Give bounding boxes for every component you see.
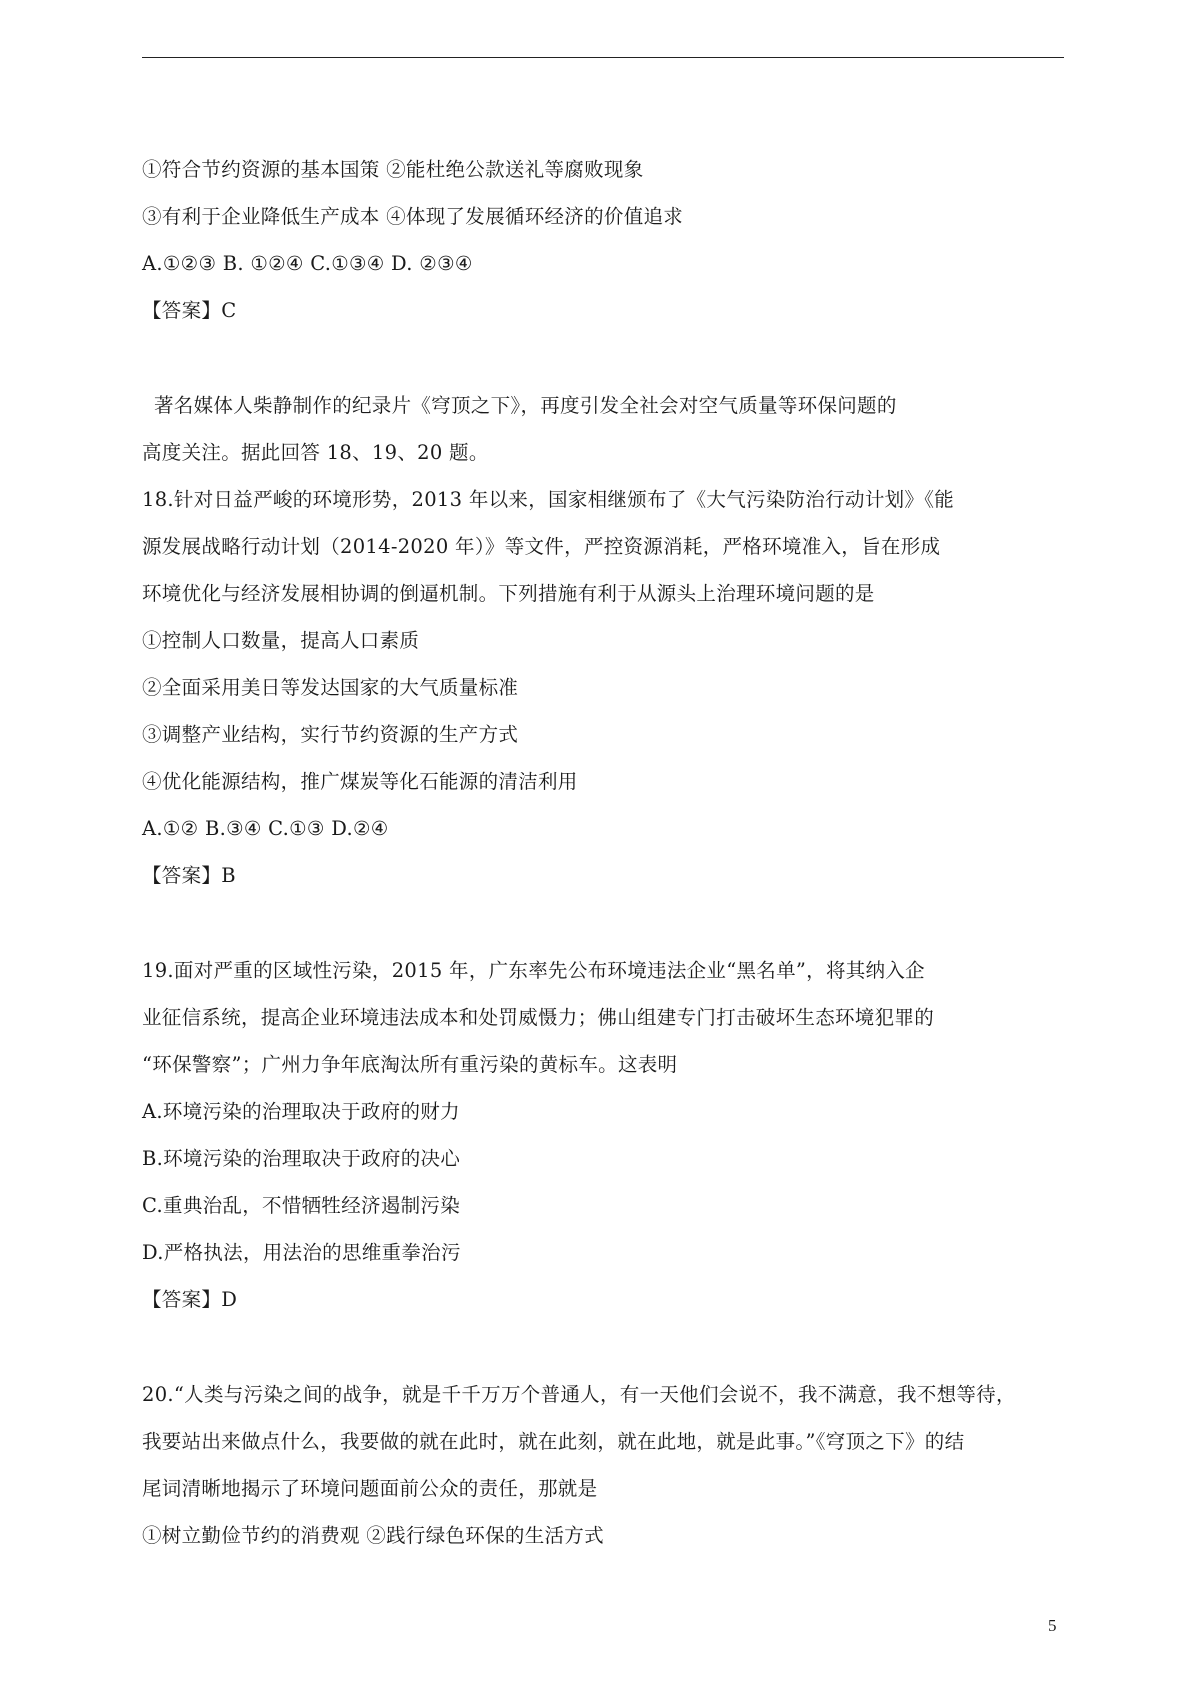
question-19: “环保警察”；广州力争年底淘汰所有重污染的黄标车。这表明 (142, 1053, 678, 1076)
choice-b: B.环境污染的治理取决于政府的决心 (142, 1147, 461, 1170)
question-20: 20.“人类与污染之间的战争，就是千千万万个普通人，有一天他们会说不，我不满意，我不想等待， (142, 1383, 1016, 1406)
option-line: ④优化能源结构，推广煤炭等化石能源的清洁利用 (142, 770, 578, 793)
option-line: ①树立勤俭节约的消费观 ②践行绿色环保的生活方式 (142, 1524, 604, 1547)
question-19: 业征信系统，提高企业环境违法成本和处罚威慑力；佛山组建专门打击破坏生态环境犯罪的 (142, 1006, 935, 1029)
option-line: ①控制人口数量，提高人口素质 (142, 629, 420, 652)
intro-paragraph: 著名媒体人柴静制作的纪录片《穹顶之下》，再度引发全社会对空气质量等环保问题的 (154, 394, 897, 417)
intro-paragraph: 高度关注。据此回答 18、19、20 题。 (142, 441, 489, 464)
option-line: ②全面采用美日等发达国家的大气质量标准 (142, 676, 519, 699)
question-19: 19.面对严重的区域性污染，2015 年，广东率先公布环境违法企业“黑名单”，将其纳入企 (142, 959, 925, 982)
choice-a: A.环境污染的治理取决于政府的财力 (142, 1100, 460, 1123)
question-20: 我要站出来做点什么，我要做的就在此时，就在此刻，就在此地，就是此事。”《穹顶之下》的结 (142, 1430, 965, 1453)
header-rule (142, 57, 1064, 58)
choice-d: D.严格执法，用法治的思维重拳治污 (142, 1241, 461, 1264)
option-line: ③有利于企业降低生产成本 ④体现了发展循环经济的价值追求 (142, 205, 684, 228)
answer-line: 【答案】C (142, 299, 237, 322)
question-20: 尾词清晰地揭示了环境问题面前公众的责任，那就是 (142, 1477, 598, 1500)
page-number: 5 (1048, 1616, 1057, 1635)
option-line: ①符合节约资源的基本国策 ②能杜绝公款送礼等腐败现象 (142, 158, 644, 181)
question-18: 环境优化与经济发展相协调的倒逼机制。下列措施有利于从源头上治理环境问题的是 (142, 582, 875, 605)
choices-line: A.①②③ B. ①②④ C.①③④ D. ②③④ (142, 252, 473, 275)
answer-line: 【答案】B (142, 864, 236, 887)
choice-c: C.重典治乱，不惜牺牲经济遏制污染 (142, 1194, 461, 1217)
answer-line: 【答案】D (142, 1288, 238, 1311)
question-18: 源发展战略行动计划（2014-2020 年）》等文件，严控资源消耗，严格环境准入，旨在形成 (142, 535, 941, 558)
option-line: ③调整产业结构，实行节约资源的生产方式 (142, 723, 519, 746)
question-18: 18.针对日益严峻的环境形势，2013 年以来，国家相继颁布了《大气污染防治行动计划》《能 (142, 488, 955, 511)
choices-line: A.①② B.③④ C.①③ D.②④ (142, 817, 389, 840)
